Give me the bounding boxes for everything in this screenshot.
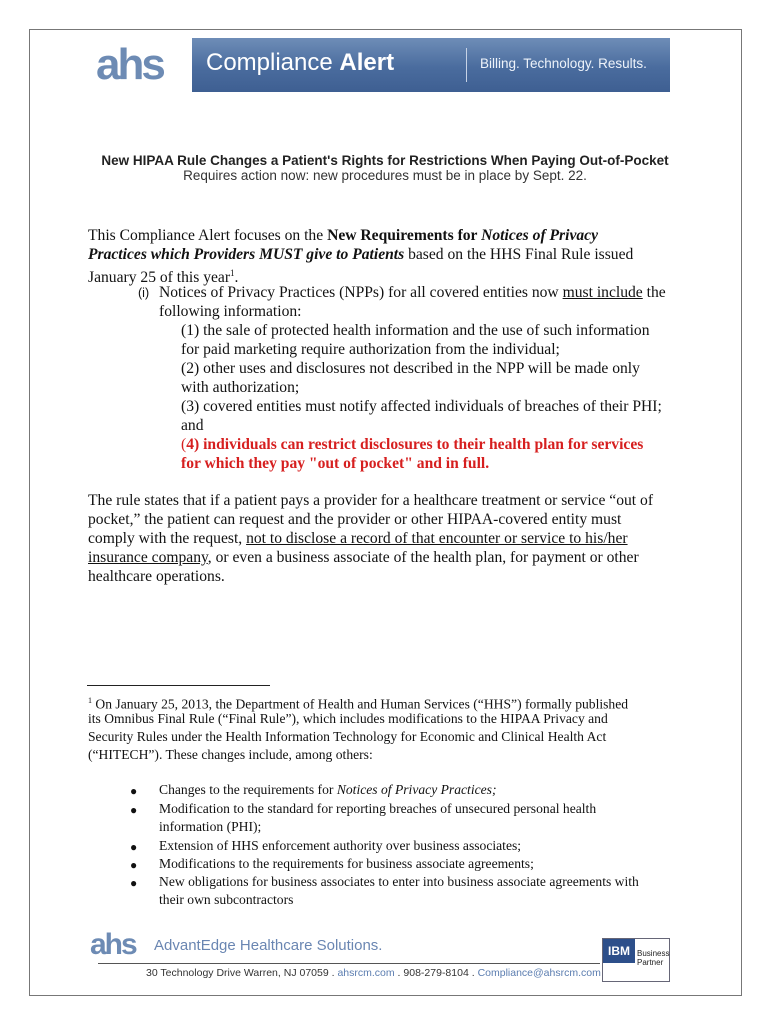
list-item-1a: (1) the sale of protected health information and the use of such information — [181, 322, 650, 339]
list-underlined: must include — [562, 284, 643, 301]
list-item-2a: (2) other uses and disclosures not described in the NPP will be made only — [181, 360, 640, 377]
rule-underlined-3: not to disclose a record of that encounter or service to his/her — [246, 530, 628, 547]
ibm-business-partner-badge — [602, 938, 670, 982]
bullet-icon: ● — [130, 876, 138, 890]
footer-website-link[interactable]: ahsrcm.com — [337, 967, 395, 979]
footnote-line-4: (“HITECH”). These changes include, among others: — [88, 747, 373, 762]
footnote-ref: 1 — [230, 268, 235, 278]
red-text: 4) individuals can restrict disclosures to their health plan for services — [186, 436, 644, 453]
ibm-logo: IBM — [603, 939, 635, 963]
intro-text-2: based on the HHS Final Rule issued — [404, 246, 634, 263]
intro-bold-italic-2: Practices which Providers MUST give to Patients — [88, 246, 405, 263]
footer — [90, 926, 680, 984]
list-item-3b: and — [181, 417, 204, 434]
logo-text: ahs — [96, 40, 163, 89]
footer-phone: 908-279-8104 — [403, 967, 469, 979]
list-item-4a — [181, 435, 643, 454]
footer-company: AdvantEdge Healthcare Solutions. — [154, 937, 383, 954]
list-text-end: the — [642, 284, 666, 301]
banner-tagline: Billing. Technology. Results. — [480, 56, 647, 71]
footer-email-link[interactable]: Compliance@ahsrcm.com — [477, 967, 601, 979]
intro-line-1 — [88, 226, 598, 245]
rule-text-4: , or even a business associate of the health plan, for payment or other — [207, 549, 639, 566]
bullet-icon: ● — [130, 858, 138, 872]
rule-line-4 — [88, 548, 639, 567]
partner-label-2: Partner — [637, 958, 664, 967]
intro-bold-italic: Notices of Privacy — [481, 227, 599, 244]
compliance-alert-bar — [192, 38, 670, 92]
footer-sep: . — [328, 967, 338, 979]
partner-label-1: Business — [637, 949, 670, 958]
intro-bold: New Requirements for — [327, 227, 482, 244]
footer-contact — [146, 967, 601, 979]
footnote-bullet-3: Extension of HHS enforcement authority over business associates; — [159, 838, 522, 853]
list-item-1b: for paid marketing require authorization from the individual; — [181, 341, 560, 358]
banner-title — [206, 49, 394, 77]
ahs-logo — [92, 38, 192, 92]
footer-sep: . — [468, 967, 478, 979]
footer-divider — [98, 963, 600, 964]
intro-text-3: January 25 of this year — [88, 269, 231, 287]
footnote-bullet-5b: their own subcontractors — [159, 892, 294, 907]
list-line-2: following information: — [159, 303, 302, 320]
document-subtitle: Requires action now: new procedures must be in place by Sept. 22. — [183, 168, 587, 183]
footer-sep: . — [394, 967, 404, 979]
bullet-1-text: Changes to the requirements for — [159, 782, 337, 797]
list-line-1 — [159, 283, 666, 302]
footnote-text-1: On January 25, 2013, the Department of Health and Human Services (“HHS”) formally published — [92, 696, 629, 712]
list-text: Notices of Privacy Practices (NPPs) for all covered entities now — [159, 284, 563, 301]
rule-line-1: The rule states that if a patient pays a provider for a healthcare treatment or service “out of — [88, 492, 654, 509]
banner-divider — [466, 48, 467, 82]
header-banner — [92, 38, 670, 92]
bullet-1-italic: Notices of Privacy Practices; — [336, 782, 497, 797]
rule-line-3 — [88, 529, 628, 548]
list-item-3a: (3) covered entities must notify affected individuals of breaches of their PHI; — [181, 398, 662, 415]
intro-line-2 — [88, 245, 633, 264]
document-title: New HIPAA Rule Changes a Patient's Rights for Restrictions When Paying Out-of-Pocket — [101, 153, 669, 168]
rule-line-5: healthcare operations. — [88, 568, 225, 585]
footer-address: 30 Technology Drive Warren, NJ 07059 — [146, 967, 329, 979]
list-item-4b: for which they pay "out of pocket" and in full. — [181, 455, 490, 472]
rule-underlined-4: insurance company — [88, 549, 208, 566]
footnote-bullet-1 — [159, 781, 497, 799]
banner-title-light: Compliance — [206, 49, 340, 76]
intro-period: . — [234, 269, 239, 287]
footnote-bullet-2b: information (PHI); — [159, 819, 262, 834]
bullet-icon: ● — [130, 840, 138, 854]
footnote-separator — [87, 685, 270, 686]
intro-text: This Compliance Alert focuses on the — [88, 227, 328, 244]
list-marker: (i) — [138, 286, 150, 300]
footnote-bullet-5a: New obligations for business associates to enter into business associate agreements with — [159, 874, 639, 889]
bullet-icon: ● — [130, 784, 138, 798]
footnote-bullet-4: Modifications to the requirements for business associate agreements; — [159, 856, 534, 871]
red-paren: ( — [181, 436, 187, 453]
banner-title-bold: Alert — [339, 49, 395, 76]
footer-logo: ahs — [90, 928, 136, 961]
list-item-2b: with authorization; — [181, 379, 300, 396]
rule-line-2: pocket,” the patient can request and the provider or other HIPAA-covered entity must — [88, 511, 622, 528]
partner-label — [637, 949, 669, 967]
footnote-line-3: Security Rules under the Health Information Technology for Economic and Clinical Health Act — [88, 729, 607, 744]
footnote-number: 1 — [88, 696, 92, 705]
footnote-line-2: its Omnibus Final Rule (“Final Rule”), which includes modifications to the HIPAA Privacy and — [88, 711, 608, 726]
bullet-icon: ● — [130, 803, 138, 817]
rule-text-3: comply with the request, — [88, 530, 247, 547]
footnote-bullet-2a: Modification to the standard for reporting breaches of unsecured personal health — [159, 801, 597, 816]
